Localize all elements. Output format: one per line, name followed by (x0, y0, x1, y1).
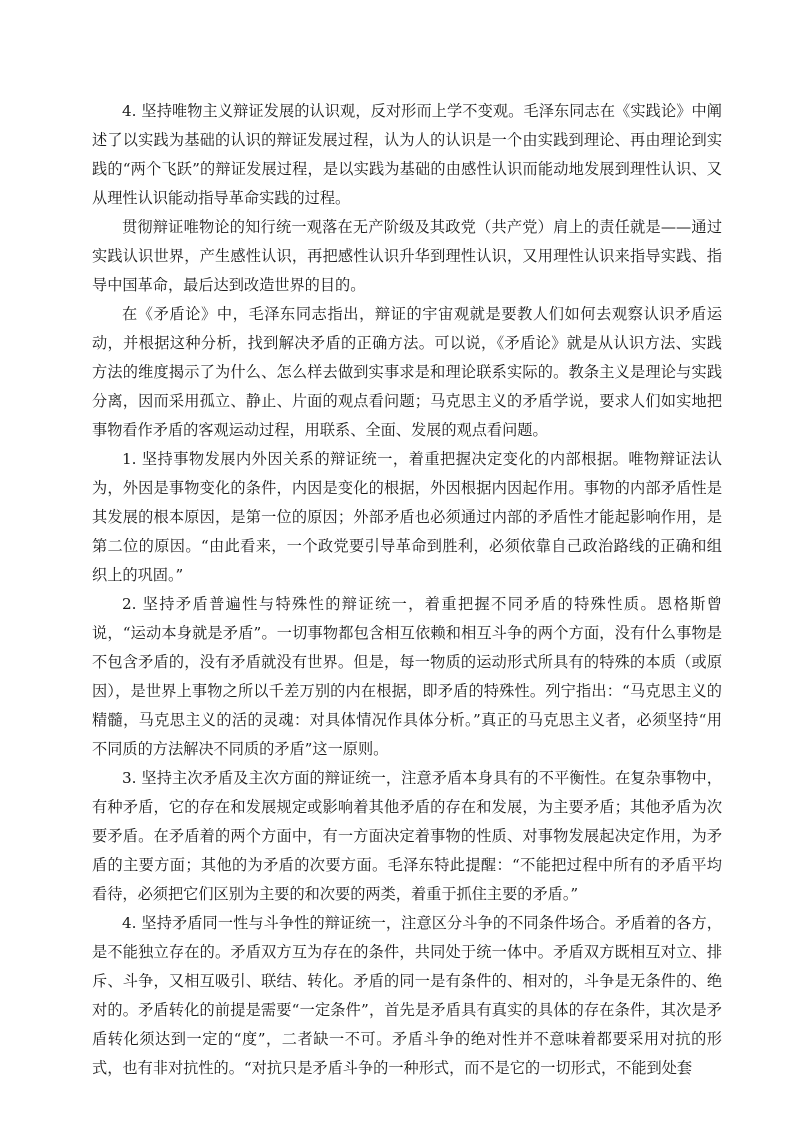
paragraph-practice-theory: 4. 坚持唯物主义辩证发展的认识观，反对形而上学不变观。毛泽东同志在《实践论》中阐述了以实践为基础的认识的辩证发展过程，认为人的认识是一个由实践到理论、再由理论到实践的“两个飞跃”的辩证发展过程，是以实践为基础的由感性认识而能动地发展到理性认识、又从理性认识能动指导革命实践的过程。 (92, 102, 722, 207)
paragraph-internal-external-causes: 1. 坚持事物发展内外因关系的辩证统一，着重把握决定变化的内部根据。唯物辩证法认为，外因是事物变化的条件，内因是变化的根据，外因根据内因起作用。事物的内部矛盾性是其发展的根本原因，是第一位的原因；外部矛盾也必须通过内部的矛盾性才能起影响作用，是第二位的原因。“由此看来，一个政党要引导革命到胜利，必须依靠自己政治路线的正确和组织上的巩固。” (92, 450, 722, 584)
paragraph-universality-particularity: 2. 坚持矛盾普遍性与特殊性的辩证统一，着重把握不同矛盾的特殊性质。恩格斯曾说，“运动本身就是矛盾”。一切事物都包含相互依赖和相互斗争的两个方面，没有什么事物是不包含矛盾的，没有矛盾就没有世界。但是，每一物质的运动形式所具有的特殊的本质（或原因），是世界上事物之所以千差万别的内在根据，即矛盾的特殊性。列宁指出：“马克思主义的精髓，马克思主义的活的灵魂：对具体情况作具体分析。”真正的马克思主义者，必须坚持“用不同质的方法解决不同质的矛盾”这一原则。 (92, 595, 722, 758)
paragraph-contradiction-theory: 在《矛盾论》中，毛泽东同志指出，辩证的宇宙观就是要教人们如何去观察认识矛盾运动，并根据这种分析，找到解决矛盾的正确方法。可以说，《矛盾论》就是从认识方法、实践方法的维度揭示了为什么、怎么样去做到实事求是和理论联系实际的。教条主义是理论与实践分离，因而采用孤立、静止、片面的观点看问题；马克思主义的矛盾学说，要求人们如实地把事物看作矛盾的客观运动过程，用联系、全面、发展的观点看问题。 (92, 305, 722, 439)
paragraph-principal-contradiction: 3. 坚持主次矛盾及主次方面的辩证统一，注意矛盾本身具有的不平衡性。在复杂事物中，有种矛盾，它的存在和发展规定或影响着其他矛盾的存在和发展，为主要矛盾；其他矛盾为次要矛盾。在矛盾着的两个方面中，有一方面决定着事物的性质、对事物发展起决定作用，为矛盾的主要方面；其他的为矛盾的次要方面。毛泽东特此提醒：“不能把过程中所有的矛盾平均看待，必须把它们区别为主要的和次要的两类，着重于抓住主要的矛盾。” (92, 769, 722, 903)
paragraph-unity-knowledge-action: 贯彻辩证唯物论的知行统一观落在无产阶级及其政党（共产党）肩上的责任就是——通过实践认识世界，产生感性认识，再把感性认识升华到理性认识，又用理性认识来指导实践、指导中国革命，最后达到改造世界的目的。 (92, 218, 722, 294)
document-page (92, 97, 722, 1083)
paragraph-identity-struggle: 4. 坚持矛盾同一性与斗争性的辩证统一，注意区分斗争的不同条件场合。矛盾着的各方，是不能独立存在的。矛盾双方互为存在的条件，共同处于统一体中。矛盾双方既相互对立、排斥、斗争，又相互吸引、联结、转化。矛盾的同一是有条件的、相对的，斗争是无条件的、绝对的。矛盾转化的前提是需要“一定条件”，首先是矛盾具有真实的具体的存在条件，其次是矛盾转化须达到一定的“度”，二者缺一不可。矛盾斗争的绝对性并不意味着都要采用对抗的形式，也有非对抗性的。“对抗只是矛盾斗争的一种形式，而不是它的一切形式，不能到处套 (92, 914, 722, 1077)
